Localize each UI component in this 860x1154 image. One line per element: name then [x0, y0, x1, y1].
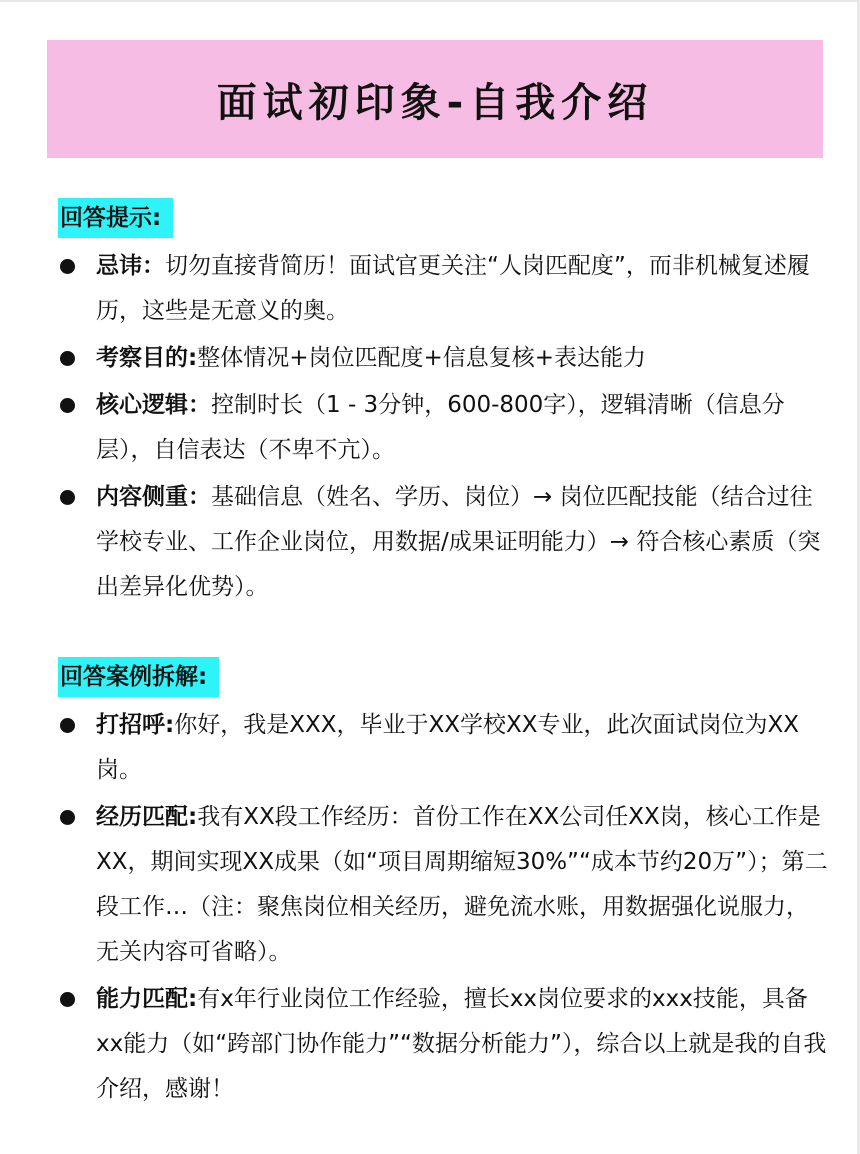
example-heading: 回答案例拆解:	[58, 657, 219, 697]
bullet-dot-icon	[60, 351, 75, 366]
example-item-greeting	[58, 703, 828, 793]
hint-label: 核心逻辑：	[96, 392, 211, 418]
example-label: 经历匹配:	[96, 804, 198, 830]
example-section	[58, 657, 828, 1114]
example-label: 打招呼:	[96, 712, 175, 738]
example-text: 你好，我是XXX，毕业于XX学校XX专业，此次面试岗位为XX岗。	[96, 712, 800, 783]
hint-label: 内容侧重：	[96, 484, 211, 510]
bullet-dot-icon	[60, 398, 75, 413]
example-item-experience	[58, 795, 828, 975]
bullet-dot-icon	[60, 810, 75, 825]
title-banner	[47, 40, 823, 158]
hint-label: 忌讳：	[96, 253, 165, 279]
bullet-dot-icon	[60, 992, 75, 1007]
hint-text: 基础信息（姓名、学历、岗位）→ 岗位匹配技能（结合过往学校专业、工作企业岗位，用数据/成果证明能力）→ 符合核心素质（突出差异化优势）。	[96, 484, 821, 600]
bullet-dot-icon	[60, 718, 75, 733]
example-text: 我有XX段工作经历：首份工作在XX公司任XX岗，核心工作是XX，期间实现XX成果（如“项目周期缩短30%”“成本节约20万”）；第二段工作…（注：聚焦岗位相关经历，避免流水账，用数据强化说服力，无关内容可省略）。	[96, 804, 828, 965]
hint-item-taboo	[58, 244, 828, 334]
hint-text: 整体情况+岗位匹配度+信息复核+表达能力	[197, 345, 647, 371]
hint-item-logic	[58, 383, 828, 473]
example-item-ability	[58, 977, 828, 1112]
bullet-dot-icon	[60, 490, 75, 505]
page-title: 面试初印象-自我介绍	[216, 79, 654, 126]
hint-item-purpose	[58, 336, 828, 381]
hint-label: 考察目的:	[96, 345, 198, 371]
example-text: 有x年行业岗位工作经验，擅长xx岗位要求的xxx技能，具备xx能力（如“跨部门协作能力”“数据分析能力”），综合以上就是我的自我介绍，感谢！	[96, 986, 827, 1102]
page-edge-top	[0, 0, 860, 2]
hint-item-focus	[58, 475, 828, 610]
hints-section	[58, 198, 828, 612]
hints-heading: 回答提示:	[58, 198, 173, 238]
hint-text: 切勿直接背简历！面试官更关注“人岗匹配度”，而非机械复述履历，这些是无意义的奥。	[96, 253, 810, 324]
example-list	[58, 703, 828, 1112]
example-label: 能力匹配:	[96, 986, 198, 1012]
hints-list	[58, 244, 828, 610]
bullet-dot-icon	[60, 259, 75, 274]
hint-text: 控制时长（1 - 3分钟，600-800字），逻辑清晰（信息分层），自信表达（不卑不亢）。	[96, 392, 785, 463]
